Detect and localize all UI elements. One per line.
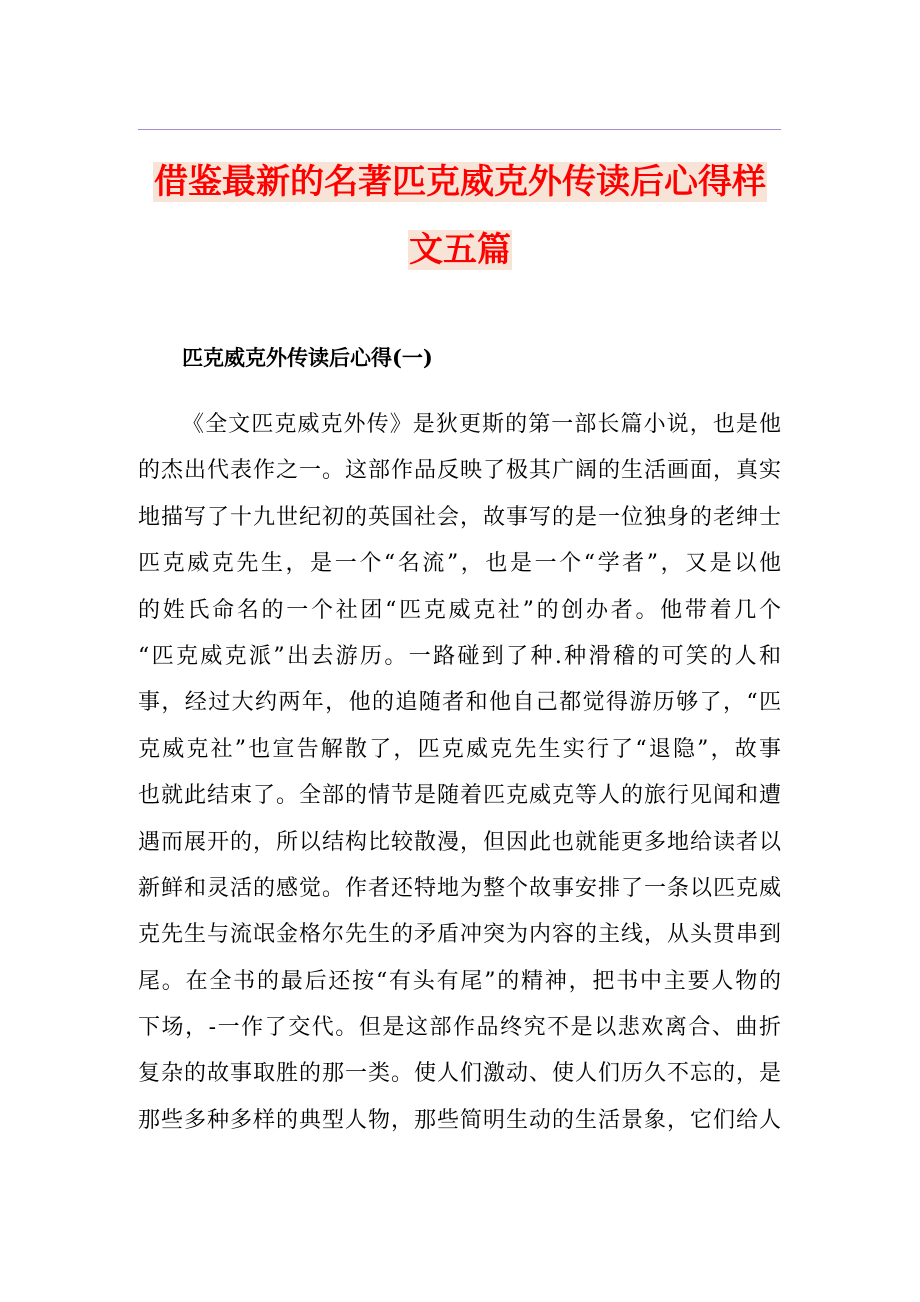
body-line: 新鲜和灵活的感觉。作者还特地为整个故事安排了一条以匹克威 bbox=[138, 875, 781, 901]
body-line: 复杂的故事取胜的那一类。使人们激动、使人们历久不忘的，是 bbox=[138, 1061, 781, 1087]
document-title bbox=[100, 148, 820, 284]
body-line: 的杰出代表作之一。这部作品反映了极其广阔的生活画面，真实 bbox=[138, 458, 781, 484]
body-line: 遇而展开的，所以结构比较散漫，但因此也就能更多地给读者以 bbox=[138, 829, 781, 855]
body-paragraph bbox=[138, 402, 781, 1144]
body-line: 下场，-一作了交代。但是这部作品终究不是以悲欢离合、曲折 bbox=[138, 1015, 781, 1041]
body-line: “匹克威克派”出去游历。一路碰到了种.种滑稽的可笑的人和 bbox=[138, 643, 781, 669]
body-line: 地描写了十九世纪初的英国社会，故事写的是一位独身的老绅士 bbox=[138, 504, 781, 530]
title-line-2: 文五篇 bbox=[409, 230, 511, 270]
body-line: 也就此结束了。全部的情节是随着匹克威克等人的旅行见闻和遭 bbox=[138, 783, 781, 809]
body-line: 的姓氏命名的一个社团“匹克威克社”的创办者。他带着几个 bbox=[138, 597, 781, 623]
body-line: 《全文匹克威克外传》是狄更斯的第一部长篇小说，也是他 bbox=[182, 412, 781, 437]
body-line: 事，经过大约两年，他的追随者和他自己都觉得游历够了，“匹 bbox=[138, 690, 781, 716]
title-line-1: 借鉴最新的名著匹克威克外传读后心得样 bbox=[154, 162, 766, 202]
header-rule bbox=[138, 129, 781, 130]
body-line: 匹克威克先生，是一个“名流”，也是一个“学者”，又是以他 bbox=[138, 551, 781, 577]
section-heading: 匹克威克外传读后心得(一) bbox=[182, 345, 433, 370]
body-line: 克威克社”也宣告解散了，匹克威克先生实行了“退隐”，故事 bbox=[138, 736, 781, 762]
body-line: 那些多种多样的典型人物，那些简明生动的生活景象，它们给人 bbox=[138, 1107, 781, 1133]
body-line: 尾。在全书的最后还按“有头有尾”的精神，把书中主要人物的 bbox=[138, 968, 781, 994]
body-line: 克先生与流氓金格尔先生的矛盾冲突为内容的主线，从头贯串到 bbox=[138, 922, 781, 948]
